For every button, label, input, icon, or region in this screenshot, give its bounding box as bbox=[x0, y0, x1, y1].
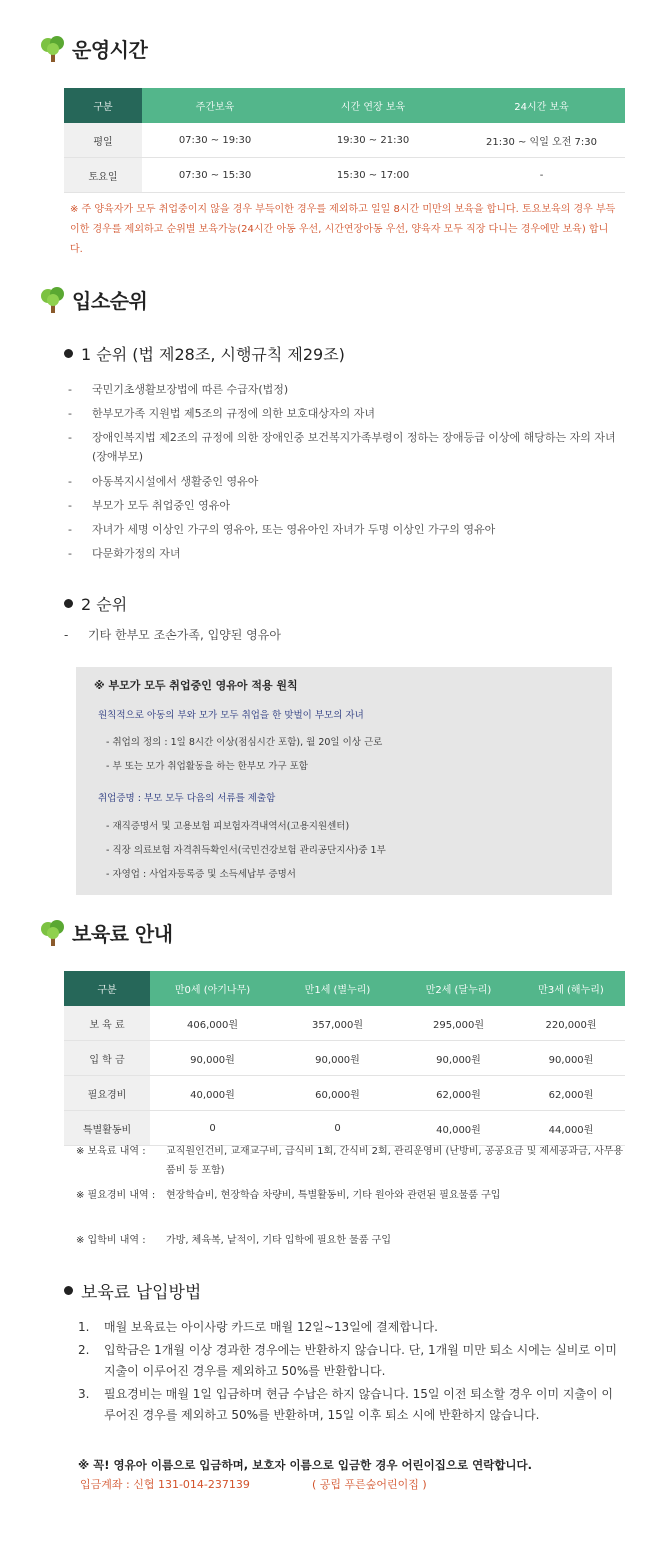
payment-warning: ※ 꼭! 영유아 이름으로 입금하며, 보호자 이름으로 입금한 경우 어린이집으로 연락합니다. bbox=[78, 1458, 533, 1472]
principle-text: 원칙적으로 아동의 부와 모가 모두 취업을 한 맞벌이 부모의 자녀 bbox=[98, 710, 364, 721]
fee-note-label: ※ 입학비 내역 : bbox=[76, 1235, 146, 1246]
table-header-row bbox=[64, 971, 625, 1006]
bullet-icon bbox=[64, 1286, 73, 1295]
table-row bbox=[64, 1111, 625, 1146]
list-item bbox=[68, 496, 628, 515]
table-row bbox=[64, 123, 625, 158]
table-cell: 406,000원 bbox=[150, 1006, 275, 1041]
dash-marker: - bbox=[68, 547, 72, 560]
fee-table bbox=[64, 971, 625, 1146]
section-title-text: 입소순위 bbox=[72, 289, 148, 313]
table-cell: 90,000원 bbox=[517, 1041, 625, 1076]
payment-item bbox=[78, 1317, 623, 1338]
table-cell: 21:30 ~ 익일 오전 7:30 bbox=[458, 123, 625, 158]
account-holder: ( 공립 푸른숲어린이집 ) bbox=[312, 1478, 427, 1491]
proof-item: - 재직증명서 및 고용보험 피보험자격내역서(고용지원센터) bbox=[106, 821, 350, 832]
payment-item-text: 입학금은 1개월 이상 경과한 경우에는 반환하지 않습니다. 단, 1개월 미만 퇴소 시에는 실비로 이미 지출이 이루어진 경우를 제외하고 50%를 반환합니다. bbox=[104, 1343, 617, 1378]
table-row bbox=[64, 1041, 625, 1076]
table-header-cell: 구분 bbox=[64, 88, 142, 123]
table-header-cell: 만3세 (해누리) bbox=[517, 971, 625, 1006]
table-cell: 90,000원 bbox=[275, 1041, 400, 1076]
table-cell: 60,000원 bbox=[275, 1076, 400, 1111]
table-cell: - bbox=[458, 158, 625, 193]
table-cell: 0 bbox=[275, 1111, 400, 1146]
section-title-fee bbox=[40, 918, 173, 947]
table-cell: 220,000원 bbox=[517, 1006, 625, 1041]
dash-marker: - bbox=[68, 499, 72, 512]
section-title-text: 보육료 안내 bbox=[72, 922, 173, 946]
rank1-heading bbox=[64, 342, 345, 365]
definition-item: - 부 또는 모가 취업활동을 하는 한부모 가구 포함 bbox=[106, 761, 308, 772]
payment-item-text: 필요경비는 매월 1일 입금하며 현금 수납은 하지 않습니다. 15일 이전 퇴소할 경우 이미 지출이 이루어진 경우를 제외하고 50%를 반환하며, 15일 이후 퇴소 시에 반환하지 않습니다. bbox=[104, 1387, 614, 1422]
list-item-text: 기타 한부모 조손가족, 입양된 영유아 bbox=[88, 628, 281, 642]
definition-item: - 취업의 정의 : 1일 8시간 이상(점심시간 포함), 월 20일 이상 근로 bbox=[106, 737, 383, 748]
payment-item-number: 3. bbox=[78, 1387, 90, 1401]
table-cell: 입 학 금 bbox=[64, 1041, 150, 1076]
proof-title: 취업증명 : 부모 모두 다음의 서류를 제출함 bbox=[98, 793, 276, 804]
hours-table bbox=[64, 88, 625, 193]
dash-marker: - bbox=[68, 383, 72, 396]
table-cell: 필요경비 bbox=[64, 1076, 150, 1111]
list-item-text: 다문화가정의 자녀 bbox=[92, 547, 181, 560]
payment-title: 보육료 납입방법 bbox=[81, 1283, 202, 1303]
table-header-cell: 만2세 (달누리) bbox=[400, 971, 517, 1006]
list-item bbox=[68, 520, 628, 539]
table-header-cell: 구분 bbox=[64, 971, 150, 1006]
table-header-cell: 만0세 (아기나무) bbox=[150, 971, 275, 1006]
table-cell: 62,000원 bbox=[400, 1076, 517, 1111]
fee-note-text: 가방, 체육복, 낱적이, 기타 입학에 필요한 물품 구입 bbox=[166, 1235, 391, 1246]
bullet-icon bbox=[64, 349, 73, 358]
dash-marker: - bbox=[68, 523, 72, 536]
dash-marker: - bbox=[68, 407, 72, 420]
table-cell: 62,000원 bbox=[517, 1076, 625, 1111]
tree-icon bbox=[40, 35, 66, 63]
table-cell: 40,000원 bbox=[400, 1111, 517, 1146]
fee-note-text: 현장학습비, 현장학습 차량비, 특별활동비, 기타 원아와 관련된 필요물품 구입 bbox=[166, 1190, 501, 1201]
list-item-text: 국민기초생활보장법에 따른 수급자(법정) bbox=[92, 383, 289, 396]
table-cell: 357,000원 bbox=[275, 1006, 400, 1041]
list-item bbox=[68, 428, 628, 466]
table-cell: 295,000원 bbox=[400, 1006, 517, 1041]
table-cell: 특별활동비 bbox=[64, 1111, 150, 1146]
section-title-text: 운영시간 bbox=[72, 38, 148, 62]
fee-note-text: 교직원인건비, 교재교구비, 급식비 1회, 간식비 2회, 관리운영비 (난방비, 공공요금 및 제세공과금, 사무용품비 등 포함) bbox=[166, 1146, 624, 1176]
table-row bbox=[64, 158, 625, 193]
proof-item: - 자영업 : 사업자등록증 및 소득세납부 증명서 bbox=[106, 869, 296, 880]
list-item-text: 부모가 모두 취업중인 영유아 bbox=[92, 499, 231, 512]
table-header-cell: 만1세 (별누리) bbox=[275, 971, 400, 1006]
list-item bbox=[68, 404, 628, 423]
table-cell: 토요일 bbox=[64, 158, 142, 193]
tree-icon bbox=[40, 286, 66, 314]
table-header-row bbox=[64, 88, 625, 123]
payment-item-number: 1. bbox=[78, 1320, 90, 1334]
payment-item bbox=[78, 1384, 623, 1426]
table-cell: 90,000원 bbox=[400, 1041, 517, 1076]
principle-box-title: ※ 부모가 모두 취업중인 영유아 적용 원칙 bbox=[94, 679, 298, 692]
table-cell: 07:30 ~ 19:30 bbox=[142, 123, 288, 158]
list-item-text: 아동복지시설에서 생활중인 영유아 bbox=[92, 475, 259, 488]
dash-marker: - bbox=[68, 475, 72, 488]
list-item bbox=[68, 380, 628, 399]
section-title-admission bbox=[40, 285, 147, 314]
rank2-title: 2 순위 bbox=[81, 595, 128, 614]
payment-item-text: 매월 보육료는 아이사랑 카드로 매월 12일~13일에 결제합니다. bbox=[104, 1320, 438, 1334]
list-item bbox=[68, 544, 628, 563]
table-cell: 15:30 ~ 17:00 bbox=[288, 158, 458, 193]
dash-marker: - bbox=[68, 431, 72, 444]
section-title-hours bbox=[40, 34, 147, 63]
table-cell: 07:30 ~ 15:30 bbox=[142, 158, 288, 193]
table-header-cell: 주간보육 bbox=[142, 88, 288, 123]
list-item bbox=[64, 626, 624, 645]
table-cell: 44,000원 bbox=[517, 1111, 625, 1146]
dash-marker: - bbox=[64, 628, 69, 642]
fee-note-label: ※ 보육료 내역 : bbox=[76, 1146, 146, 1157]
fee-note-label: ※ 필요경비 내역 : bbox=[76, 1190, 156, 1201]
table-row bbox=[64, 1076, 625, 1111]
table-cell: 0 bbox=[150, 1111, 275, 1146]
list-item-text: 자녀가 세명 이상인 가구의 영유아, 또는 영유아인 자녀가 두명 이상인 가구의 영유아 bbox=[92, 523, 496, 536]
table-cell: 90,000원 bbox=[150, 1041, 275, 1076]
table-cell: 평일 bbox=[64, 123, 142, 158]
list-item-text: 장애인복지법 제2조의 규정에 의한 장애인중 보건복지가족부령이 정하는 장애등급 이상에 해당하는 자의 자녀(장애부모) bbox=[92, 431, 616, 463]
table-cell: 19:30 ~ 21:30 bbox=[288, 123, 458, 158]
payment-item-number: 2. bbox=[78, 1343, 90, 1357]
proof-item: - 직장 의료보험 자격취득확인서(국민건강보험 관리공단지사)중 1부 bbox=[106, 845, 386, 856]
payment-item bbox=[78, 1340, 623, 1382]
payment-heading bbox=[64, 1278, 201, 1303]
tree-icon bbox=[40, 919, 66, 947]
table-header-cell: 시간 연장 보육 bbox=[288, 88, 458, 123]
rank2-heading bbox=[64, 592, 127, 615]
principle-box bbox=[76, 667, 612, 895]
table-row bbox=[64, 1006, 625, 1041]
table-cell: 보 육 료 bbox=[64, 1006, 150, 1041]
account-number: 입금계좌 : 신협 131-014-237139 bbox=[80, 1478, 250, 1491]
hours-note: ※ 주 양육자가 모두 취업중이지 않을 경우 부득이한 경우를 제외하고 일일 8시간 미만의 보육을 합니다. 토요보육의 경우 부득이한 경우를 제외하고 순위별 보육가능(24시간 아동 우선, 시간연장아동 우선, 양육자 모두 직장 다니는 경우에만 보육) 합니다. bbox=[70, 204, 616, 255]
account-line bbox=[80, 1476, 427, 1492]
list-item-text: 한부모가족 지원법 제5조의 규정에 의한 보호대상자의 자녀 bbox=[92, 407, 375, 420]
list-item bbox=[68, 472, 628, 491]
table-cell: 40,000원 bbox=[150, 1076, 275, 1111]
table-header-cell: 24시간 보육 bbox=[458, 88, 625, 123]
bullet-icon bbox=[64, 599, 73, 608]
rank1-title: 1 순위 (법 제28조, 시행규칙 제29조) bbox=[81, 345, 345, 364]
